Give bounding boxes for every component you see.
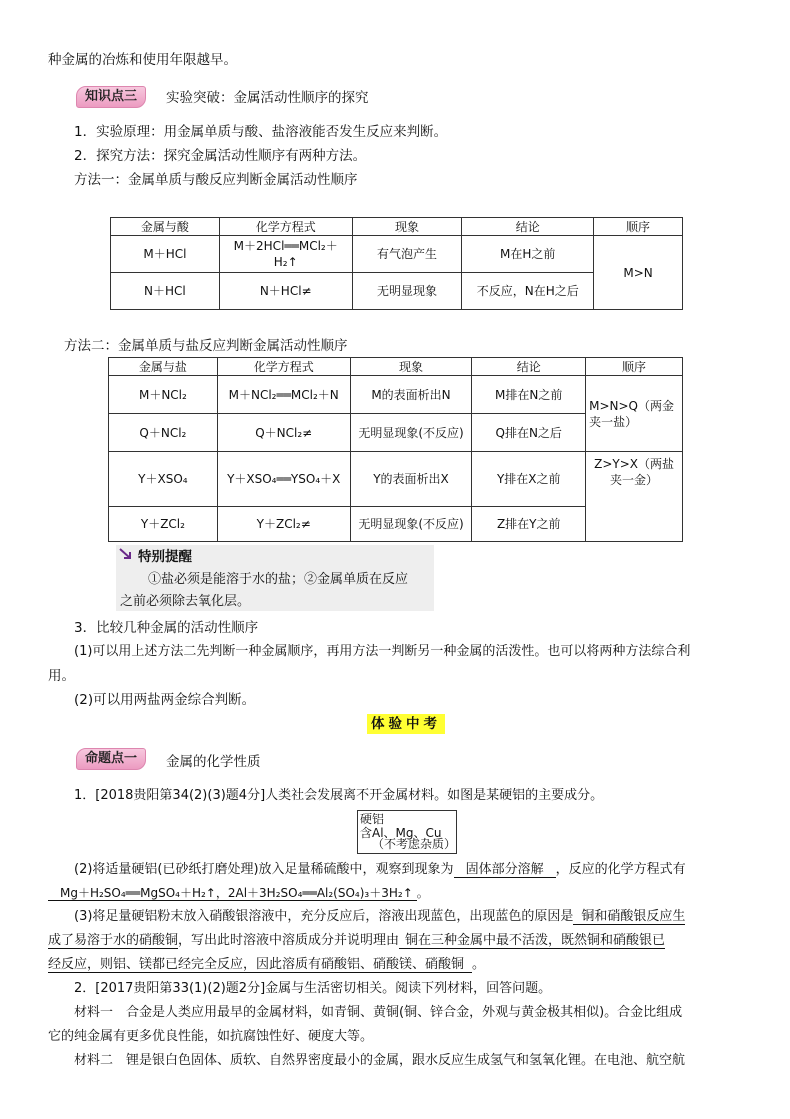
table-row bbox=[109, 376, 683, 414]
question-text: 。 bbox=[472, 957, 486, 972]
table-cell: M＋NCl₂══MCl₂＋N bbox=[217, 376, 350, 414]
table-cell: 无明显现象 bbox=[352, 273, 462, 310]
question-stem: 2．[2017贵阳第33(1)(2)题2分]金属与生活密切相关。阅读下列材料，回答问题。 bbox=[74, 981, 552, 996]
question-text: ，写出此时溶液中溶质成分并说明理由 bbox=[178, 933, 400, 948]
table-cell: Y的表面析出X bbox=[350, 452, 472, 507]
answer-line bbox=[48, 883, 429, 903]
order-cell: Z>Y>X（两盐夹一金） bbox=[586, 452, 683, 542]
question-text: 。 bbox=[416, 886, 429, 900]
compare-text-a2: 用。 bbox=[48, 668, 75, 684]
table-header-row bbox=[109, 358, 683, 376]
header-cell: 结论 bbox=[472, 358, 586, 376]
table-cell: 有气泡产生 bbox=[352, 236, 462, 273]
header-cell: 现象 bbox=[350, 358, 472, 376]
header-cell: 金属与盐 bbox=[109, 358, 218, 376]
table-cell: M在H之前 bbox=[462, 236, 594, 273]
tip-line: 之前必须除去氧化层。 bbox=[120, 594, 251, 609]
compare-text-a: (1)可以用上述方法二先判断一种金属顺序，再用方法一判断另一种金属的活泼性。也可以将两种方法综合利 bbox=[74, 644, 691, 659]
header-cell: 化学方程式 bbox=[219, 218, 352, 236]
intro-line: 种金属的冶炼和使用年限越早。 bbox=[48, 52, 237, 68]
answer-blank: 成了易溶于水的硝酸铜 bbox=[48, 933, 179, 948]
method1-title: 方法一：金属单质与酸反应判断金属活动性顺序 bbox=[74, 172, 358, 188]
header-cell: 化学方程式 bbox=[217, 358, 350, 376]
question-stem: 1．[2018贵阳第34(2)(3)题4分]人类社会发展离不开金属材料。如图是某硬铝的主要成分。 bbox=[74, 788, 604, 803]
composition-box bbox=[357, 810, 457, 854]
header-cell: 金属与酸 bbox=[111, 218, 220, 236]
tip-title: 特别提醒 bbox=[138, 549, 192, 565]
question-text: (2)将适量硬铝(已砂纸打磨处理)放入足量稀硫酸中，观察到现象为 bbox=[74, 862, 454, 877]
order-cell: M>N>Q（两金夹一盐） bbox=[586, 376, 683, 452]
table-header-row bbox=[111, 218, 683, 236]
header-cell: 顺序 bbox=[586, 358, 683, 376]
composition-note: （不考虑杂质） bbox=[372, 837, 457, 851]
tip-line: ①盐必须是能溶于水的盐；②金属单质在反应 bbox=[148, 572, 409, 587]
header-cell: 结论 bbox=[462, 218, 594, 236]
table-cell: Q＋NCl₂≠ bbox=[217, 414, 350, 452]
question-text: (3)将足量硬铝粉末放入硝酸银溶液中，充分反应后，溶液出现蓝色，出现蓝色的原因是 bbox=[74, 909, 574, 924]
section-tag-k3: 知识点三 bbox=[76, 86, 146, 108]
table-row bbox=[109, 452, 683, 507]
composition-title: 硬铝 bbox=[360, 812, 385, 826]
table-cell: 无明显现象(不反应) bbox=[350, 414, 472, 452]
table-cell: Y排在X之前 bbox=[472, 452, 586, 507]
compare-title: 3．比较几种金属的活动性顺序 bbox=[74, 620, 259, 636]
section-banner: 体验中考 bbox=[367, 714, 445, 734]
answer-blank: 经反应，则铝、镁都已经完全反应，因此溶质有硝酸铝、硝酸镁、硝酸铜 bbox=[48, 957, 472, 973]
table-cell: 无明显现象(不反应) bbox=[350, 507, 472, 542]
material-text: 材料二 锂是银白色固体、质软、自然界密度最小的金属，跟水反应生成氢气和氢氧化锂。在电池、航空航 bbox=[74, 1053, 686, 1068]
table-cell: 不反应，N在H之后 bbox=[462, 273, 594, 310]
order-cell: M>N bbox=[594, 236, 683, 310]
salt-table bbox=[108, 357, 683, 542]
header-cell: 顺序 bbox=[594, 218, 683, 236]
answer-blank: 铜和硝酸银反应生 bbox=[573, 909, 685, 925]
section-tag-ming: 命题点一 bbox=[76, 748, 146, 770]
table-cell: N＋HCl≠ bbox=[219, 273, 352, 310]
question-text: ，反应的化学方程式有 bbox=[555, 862, 686, 877]
table-cell: Z排在Y之前 bbox=[472, 507, 586, 542]
table-cell: M＋HCl bbox=[111, 236, 220, 273]
table-cell: N＋HCl bbox=[111, 273, 220, 310]
header-cell: 现象 bbox=[352, 218, 462, 236]
composition-line: 含Al、Mg、Cu bbox=[360, 826, 442, 840]
section-title-k3: 实验突破：金属活动性顺序的探究 bbox=[166, 90, 369, 106]
table-cell: Y＋ZCl₂≠ bbox=[217, 507, 350, 542]
method-intro-text: 2．探究方法：探究金属活动性顺序有两种方法。 bbox=[74, 148, 367, 164]
material-text: 它的纯金属有更多优良性能，如抗腐蚀性好、硬度大等。 bbox=[48, 1029, 374, 1044]
answer-line bbox=[48, 955, 485, 975]
table-cell: Y＋XSO₄ bbox=[109, 452, 218, 507]
method2-title: 方法二：金属单质与盐反应判断金属活动性顺序 bbox=[64, 338, 348, 354]
answer-line bbox=[48, 931, 665, 951]
compare-text-b: (2)可以用两盐两金综合判断。 bbox=[74, 692, 256, 708]
table-cell: Q排在N之后 bbox=[472, 414, 586, 452]
answer-line bbox=[74, 860, 686, 880]
principle-text: 1．实验原理：用金属单质与酸、盐溶液能否发生反应来判断。 bbox=[74, 124, 448, 140]
table-cell: M＋2HCl══MCl₂＋H₂↑ bbox=[219, 236, 352, 273]
section-title-ming: 金属的化学性质 bbox=[166, 754, 261, 770]
material-text: 材料一 合金是人类应用最早的金属材料，如青铜、黄铜(铜、锌合金，外观与黄金极其相似)。合金比组成 bbox=[74, 1005, 683, 1020]
arrow-icon bbox=[118, 547, 134, 561]
table-cell: M的表面析出N bbox=[350, 376, 472, 414]
answer-blank: Mg＋H₂SO₄══MgSO₄＋H₂↑，2Al＋3H₂SO₄══Al₂(SO₄)₃＋3H₂↑ bbox=[48, 886, 417, 901]
acid-table bbox=[110, 217, 683, 310]
table-cell: Y＋ZCl₂ bbox=[109, 507, 218, 542]
table-cell: M＋NCl₂ bbox=[109, 376, 218, 414]
answer-blank: 铜在三种金属中最不活泼，既然铜和硝酸银已 bbox=[399, 933, 665, 949]
table-cell: Y＋XSO₄══YSO₄＋X bbox=[217, 452, 350, 507]
table-cell: M排在N之前 bbox=[472, 376, 586, 414]
answer-line bbox=[74, 907, 685, 927]
answer-blank: 固体部分溶解 bbox=[454, 862, 556, 878]
table-cell: Q＋NCl₂ bbox=[109, 414, 218, 452]
table-row bbox=[111, 236, 683, 273]
